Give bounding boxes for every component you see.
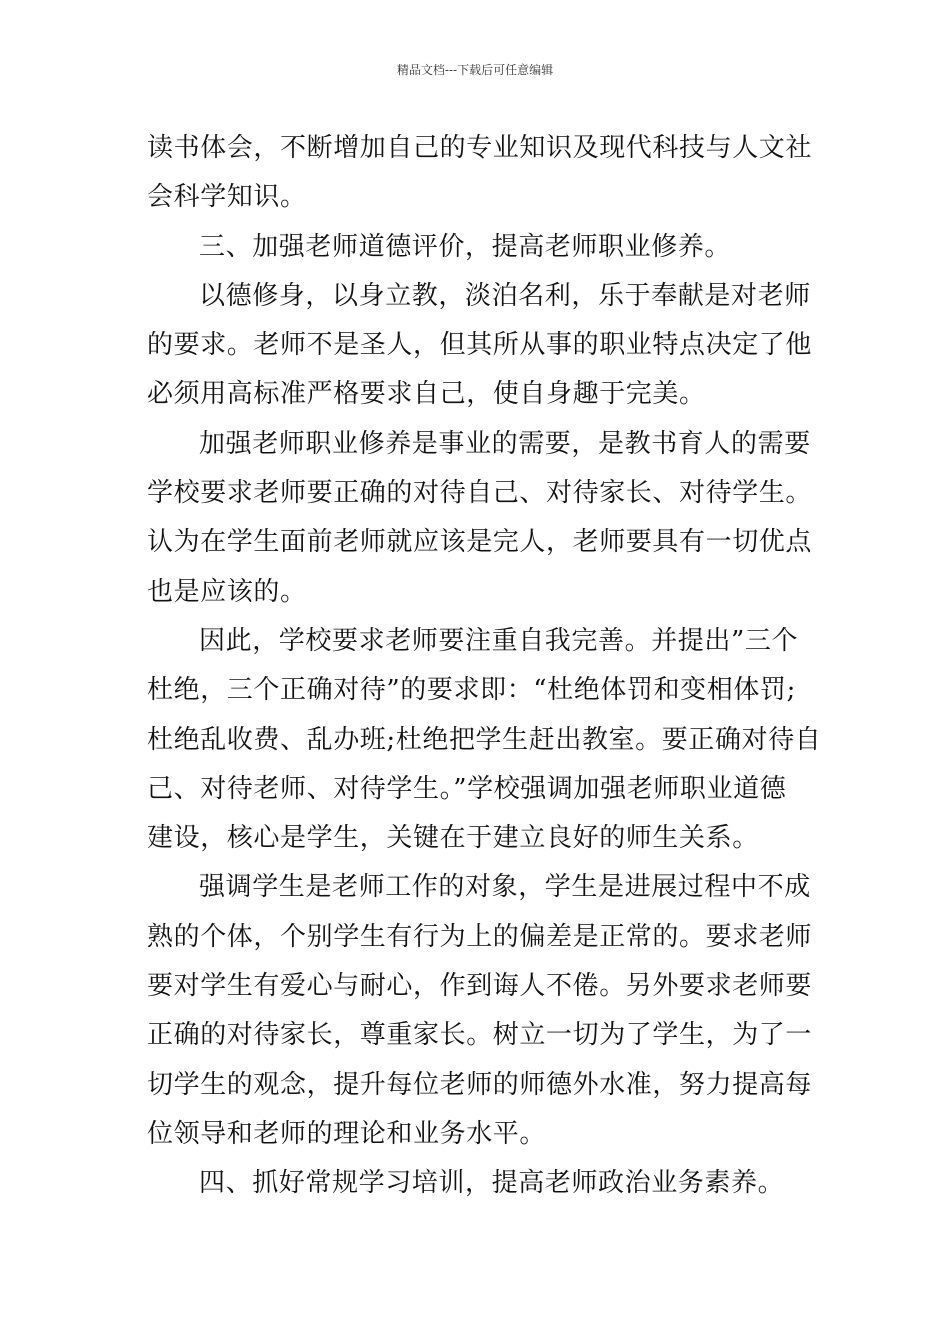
text-line: 熟的个体，个别学生有行为上的偏差是正常的。要求老师 — [147, 921, 813, 952]
text-line: 强调学生是老师工作的对象，学生是进展过程中不成 — [199, 872, 811, 903]
text-line: 会科学知识。 — [147, 182, 307, 213]
text-line: 杜绝乱收费、乱办班;杜绝把学生赶出教室。要正确对待自 — [147, 724, 822, 755]
text-line: 加强老师职业修养是事业的需要，是教书育人的需要 — [199, 428, 811, 459]
text-line: 己、对待老师、对待学生。”学校强调加强老师职业道德 — [147, 773, 787, 804]
text-line: 认为在学生面前老师就应该是完人，老师要具有一切优点 — [147, 527, 813, 558]
text-line: 杜绝，三个正确对待”的要求即：“杜绝体罚和变相体罚; — [147, 675, 796, 706]
text-line: 位领导和老师的理论和业务水平。 — [147, 1118, 547, 1149]
text-line: 读书体会，不断增加自己的专业知识及现代科技与人文社 — [147, 133, 813, 163]
text-line: 切学生的观念，提升每位老师的师德外水准，努力提高每 — [147, 1069, 813, 1100]
text-line: 学校要求老师要正确的对待自己、对待家长、对待学生。 — [147, 478, 813, 509]
text-line: 因此，学校要求老师要注重自我完善。并提出”三个 — [199, 625, 799, 656]
text-line: 以德修身，以身立教，淡泊名利，乐于奉献是对老师 — [199, 280, 811, 311]
text-line: 建设，核心是学生，关键在于建立良好的师生关系。 — [147, 823, 759, 854]
text-line: 要对学生有爱心与耐心，作到诲人不倦。另外要求老师要 — [147, 971, 813, 1002]
page-header: 精品文档---下载后可任意编辑 — [396, 63, 554, 77]
section-heading: 四、抓好常规学习培训，提高老师政治业务素养。 — [199, 1168, 785, 1199]
text-line: 的要求。老师不是圣人，但其所从事的职业特点决定了他 — [147, 330, 813, 361]
text-line: 正确的对待家长，尊重家长。树立一切为了学生，为了一 — [147, 1020, 813, 1051]
section-heading: 三、加强老师道德评价，提高老师职业修养。 — [199, 231, 732, 262]
text-line: 必须用高标准严格要求自己，使自身趣于完美。 — [147, 379, 706, 410]
text-line: 也是应该的。 — [147, 576, 307, 607]
document-body — [147, 124, 822, 1209]
